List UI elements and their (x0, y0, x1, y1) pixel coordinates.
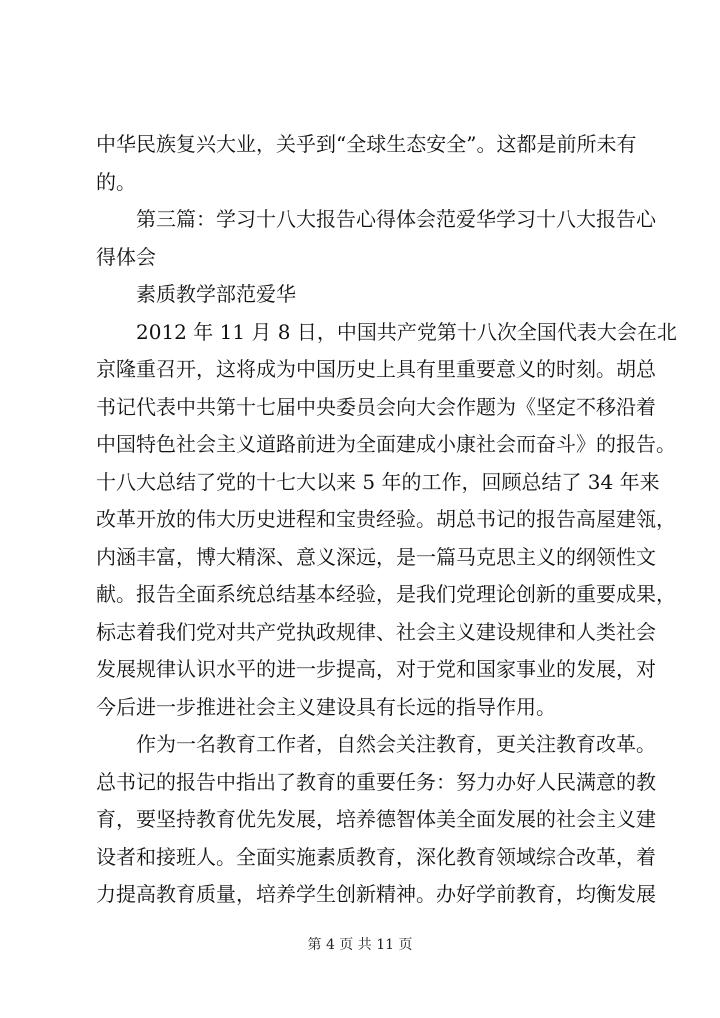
text-line: 中国特色社会主义道路前进为全面建成小康社会而奋斗》的报告。 (96, 432, 676, 456)
text-line: 第三篇：学习十八大报告心得体会范爱华学习十八大报告心 (136, 207, 656, 231)
text-line: 献。报告全面系统总结基本经验，是我们党理论创新的重要成果， (96, 582, 676, 606)
text-line: 素质教学部范爱华 (136, 282, 296, 306)
text-line: 的。 (96, 169, 136, 194)
text-line: 十八大总结了党的十七大以来 5 年的工作，回顾总结了 34 年来 (96, 469, 660, 494)
page-footer: 第 4 页 共 11 页 (307, 937, 413, 953)
body-text (96, 126, 677, 914)
text-line: 书记代表中共第十七届中央委员会向大会作题为《坚定不移沿着 (96, 394, 656, 419)
text-line: 标志着我们党对共产党执政规律、社会主义建设规律和人类社会 (96, 619, 656, 644)
text-line: 发展规律认识水平的进一步提高，对于党和国家事业的发展，对 (96, 657, 656, 681)
text-line: 作为一名教育工作者，自然会关注教育，更关注教育改革。 (136, 732, 656, 756)
text-line: 得体会 (96, 244, 156, 269)
text-line: 力提高教育质量，培养学生创新精神。办好学前教育，均衡发展 (96, 882, 656, 906)
text-line: 改革开放的伟大历史进程和宝贵经验。胡总书记的报告高屋建瓴， (96, 507, 676, 531)
text-line: 今后进一步推进社会主义建设具有长远的指导作用。 (96, 694, 556, 719)
text-line: 总书记的报告中指出了教育的重要任务：努力办好人民满意的教 (96, 769, 656, 794)
text-line: 育，要坚持教育优先发展，培养德智体美全面发展的社会主义建 (96, 807, 656, 831)
text-line: 京隆重召开，这将成为中国历史上具有里重要意义的时刻。胡总 (96, 357, 656, 381)
text-line: 内涵丰富，博大精深、意义深远，是一篇马克思主义的纲领性文 (96, 544, 656, 569)
text-line: 中华民族复兴大业，关乎到“全球生态安全”。这都是前所未有 (96, 132, 637, 156)
text-line: 2012 年 11 月 8 日，中国共产党第十八次全国代表大会在北 (136, 319, 677, 344)
text-line: 设者和接班人。全面实施素质教育，深化教育领域综合改革，着 (96, 844, 656, 869)
